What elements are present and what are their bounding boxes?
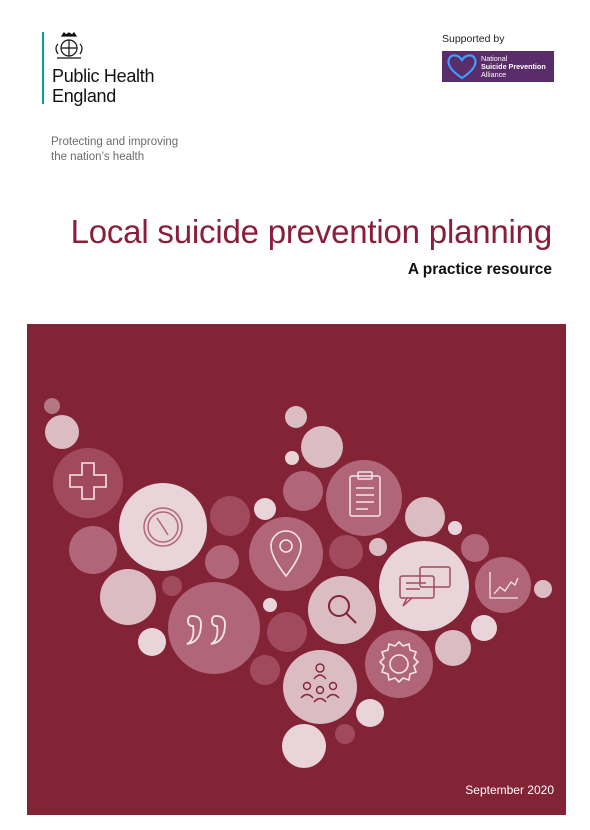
phe-logo bbox=[42, 32, 155, 106]
cover-illustration-panel bbox=[27, 324, 566, 815]
publication-date: September 2020 bbox=[465, 783, 554, 797]
tagline: Protecting and improving the nation’s health bbox=[51, 136, 179, 163]
circles-illustration bbox=[27, 324, 566, 815]
document-subtitle: A practice resource bbox=[407, 261, 552, 278]
heart-icon bbox=[445, 53, 479, 80]
document-title: Local suicide prevention planning bbox=[70, 213, 552, 250]
organisation-name: Public Health England bbox=[52, 66, 155, 106]
crest-icon bbox=[52, 32, 86, 62]
decorative-circles bbox=[44, 398, 552, 768]
supported-by-label: Supported by bbox=[442, 33, 505, 45]
partner-logo: National Suicide Prevention Alliance bbox=[442, 51, 554, 82]
